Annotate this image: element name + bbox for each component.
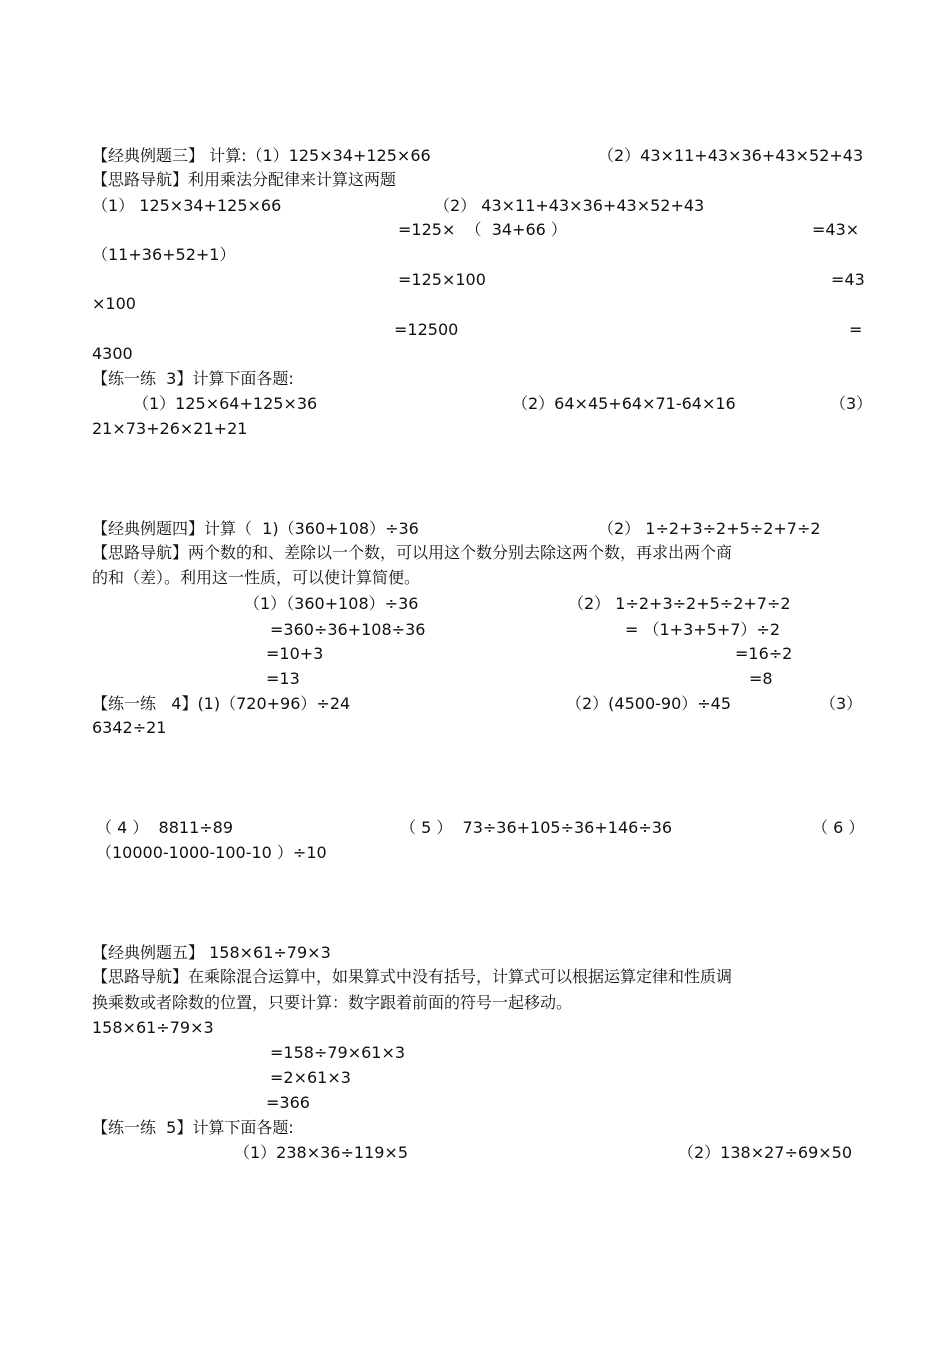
example5-step2: =2×61×3 bbox=[270, 1068, 351, 1087]
example3-sol1-expr: （1） 125×34+125×66 bbox=[92, 196, 282, 215]
practice4-problem4: （ 4 ） 8811÷89 bbox=[96, 818, 234, 837]
example4-sol2-result: =8 bbox=[749, 669, 773, 688]
practice5-problem2: （2）138×27÷69×50 bbox=[678, 1143, 853, 1162]
practice4-problem3: 6342÷21 bbox=[92, 718, 167, 737]
example4-sol1-result: =13 bbox=[266, 669, 300, 688]
example4-sol2-step1: = （1+3+5+7）÷2 bbox=[625, 620, 781, 639]
example5-heading: 【经典例题五】 158×61÷79×3 bbox=[92, 943, 331, 962]
example3-sol1-result: =12500 bbox=[394, 320, 459, 339]
example3-sol2-step2: =43 bbox=[831, 270, 865, 289]
example5-step1: =158÷79×61×3 bbox=[270, 1043, 406, 1062]
example3-sol2-step2-cont: ×100 bbox=[92, 294, 136, 313]
practice3-problem3: 21×73+26×21+21 bbox=[92, 419, 248, 438]
practice4-problem6: （10000-1000-100-10 ）÷10 bbox=[96, 843, 327, 862]
practice4-problem5: （ 5 ） 73÷36+105÷36+146÷36 bbox=[400, 818, 673, 837]
practice4-problem6-label: （ 6 ） bbox=[812, 818, 865, 837]
example4-hint-line1: 【思路导航】两个数的和、差除以一个数，可以用这个数分别去除这两个数，再求出两个商 bbox=[92, 543, 733, 562]
example4-sol2-expr: （2） 1÷2+3÷2+5÷2+7÷2 bbox=[568, 594, 791, 613]
example3-hint: 【思路导航】利用乘法分配律来计算这两题 bbox=[92, 170, 397, 189]
example3-sol1-step1: =125× （ 34+66 ） bbox=[398, 220, 567, 239]
example5-hint-line2: 换乘数或者除数的位置，只要计算：数字跟着前面的符号一起移动。 bbox=[92, 993, 573, 1012]
example3-sol1-step2: =125×100 bbox=[398, 270, 486, 289]
example3-sol2-result: = bbox=[849, 320, 863, 339]
practice4-problem3-label: （3） bbox=[820, 694, 863, 713]
example4-sol1-expr: （1）（360+108）÷36 bbox=[244, 594, 419, 613]
example4-sol1-step2: =10+3 bbox=[266, 644, 324, 663]
example3-heading: 【经典例题三】 计算:（1）125×34+125×66 bbox=[92, 146, 431, 165]
example4-sol1-step1: =360÷36+108÷36 bbox=[270, 620, 426, 639]
practice3-problem3-label: （3） bbox=[830, 394, 873, 413]
practice3-heading: 【练一练 3】计算下面各题: bbox=[92, 369, 294, 388]
practice3-problem2: （2）64×45+64×71-64×16 bbox=[512, 394, 736, 413]
example4-problem2: （2） 1÷2+3÷2+5÷2+7÷2 bbox=[598, 519, 821, 538]
example3-sol2-result-cont: 4300 bbox=[92, 344, 133, 363]
example3-sol2-expr: （2） 43×11+43×36+43×52+43 bbox=[434, 196, 705, 215]
example3-sol2-step1: =43× bbox=[812, 220, 860, 239]
practice4-heading: 【练一练 4】(1)（720+96）÷24 bbox=[92, 694, 351, 713]
practice3-problem1: （1）125×64+125×36 bbox=[133, 394, 318, 413]
practice4-problem2: （2）(4500-90）÷45 bbox=[566, 694, 732, 713]
practice5-problem1: （1）238×36÷119×5 bbox=[234, 1143, 409, 1162]
example5-expr: 158×61÷79×3 bbox=[92, 1018, 214, 1037]
example5-hint-line1: 【思路导航】在乘除混合运算中，如果算式中没有括号，计算式可以根据运算定律和性质调 bbox=[92, 967, 733, 986]
practice5-heading: 【练一练 5】计算下面各题: bbox=[92, 1118, 294, 1137]
example3-sol2-step1-cont: （11+36+52+1） bbox=[92, 245, 236, 264]
example4-sol2-step2: =16÷2 bbox=[735, 644, 793, 663]
example4-hint-line2: 的和（差）。利用这一性质，可以使计算简便。 bbox=[92, 568, 421, 587]
example3-problem2: （2）43×11+43×36+43×52+43 bbox=[598, 146, 864, 165]
example5-result: =366 bbox=[266, 1093, 310, 1112]
example4-heading: 【经典例题四】计算（ 1)（360+108）÷36 bbox=[92, 519, 419, 538]
